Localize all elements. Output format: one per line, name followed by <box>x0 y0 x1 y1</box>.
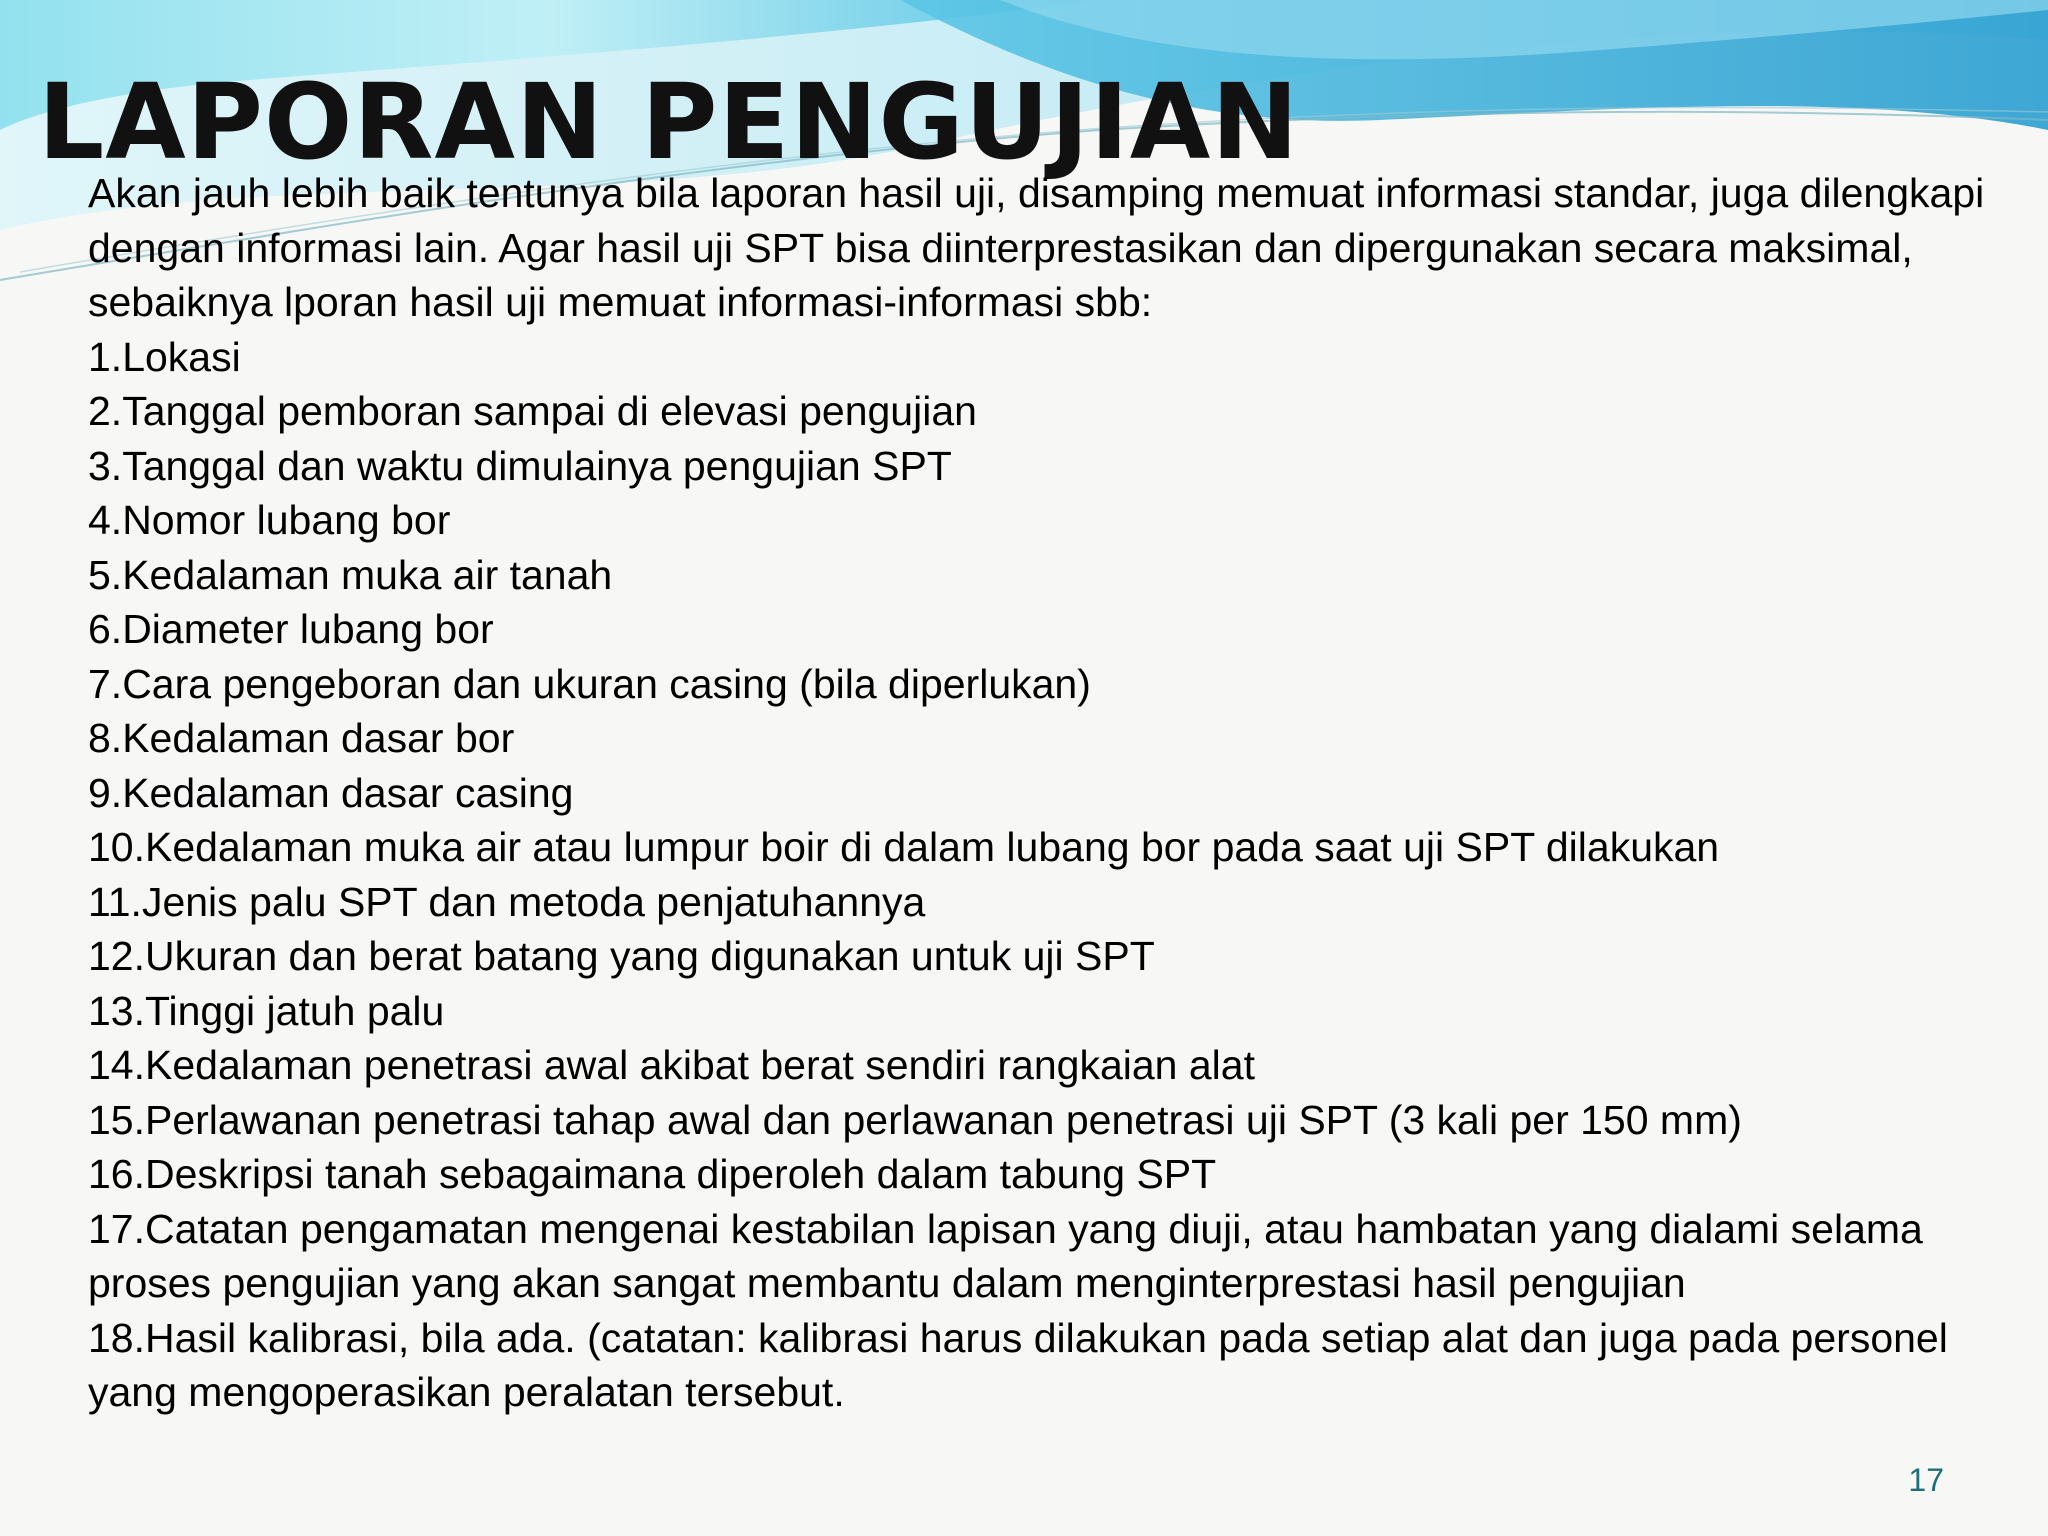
list-item: 5.Kedalaman muka air tanah <box>88 551 613 598</box>
list-item: 9.Kedalaman dasar casing <box>88 769 574 816</box>
list-item: 8.Kedalaman dasar bor <box>88 715 515 761</box>
list-item: 3.Tanggal dan waktu dimulainya pengujian SPT <box>88 442 952 489</box>
list-item: 7.Cara pengeboran dan ukuran casing (bila diperlukan) <box>88 660 1091 707</box>
list-item: 12.Ukuran dan berat batang yang digunakan untuk uji SPT <box>88 933 1155 979</box>
intro-paragraph: Akan jauh lebih baik tentunya bila laporan hasil uji, disamping memuat informasi standar, juga dilengkapi dengan informasi lain. Agar hasil uji SPT bisa diinterprestasikan dan dipergunakan secara maksimal, sebaiknya lporan hasil uji memuat informasi-informasi sbb: <box>88 170 1985 325</box>
list-item: 6.Diameter lubang bor <box>88 606 494 652</box>
list-item: 14.Kedalaman penetrasi awal akibat berat sendiri rangkaian alat <box>88 1042 1255 1088</box>
info-list <box>88 330 1988 1420</box>
list-item: 2.Tanggal pemboran sampai di elevasi pengujian <box>88 388 977 434</box>
list-item: 10.Kedalaman muka air atau lumpur boir di dalam lubang bor pada saat uji SPT dilakukan <box>88 824 1720 870</box>
page-number: 17 <box>1908 1462 1944 1498</box>
list-item: 13.Tinggi jatuh palu <box>88 987 445 1034</box>
slide-body <box>88 166 1988 1420</box>
slide-title: LAPORAN PENGUJIAN <box>38 61 1300 183</box>
list-item: 16.Deskripsi tanah sebagaimana diperoleh dalam tabung SPT <box>88 1151 1217 1197</box>
list-item: 18.Hasil kalibrasi, bila ada. (catatan: kalibrasi harus dilakukan pada setiap alat dan juga pada personel yang mengoperasikan peralatan tersebut. <box>88 1314 1948 1415</box>
list-item: 17.Catatan pengamatan mengenai kestabilan lapisan yang diuji, atau hambatan yang dialami selama proses pengujian yang akan sangat membantu dalam menginterprestasi hasil pengujian <box>88 1205 1923 1306</box>
list-item: 15.Perlawanan penetrasi tahap awal dan perlawanan penetrasi uji SPT (3 kali per 150 mm) <box>88 1096 1742 1143</box>
list-item: 1.Lokasi <box>88 333 241 380</box>
list-item: 11.Jenis palu SPT dan metoda penjatuhannya <box>88 878 926 925</box>
list-item: 4.Nomor lubang bor <box>88 497 451 543</box>
